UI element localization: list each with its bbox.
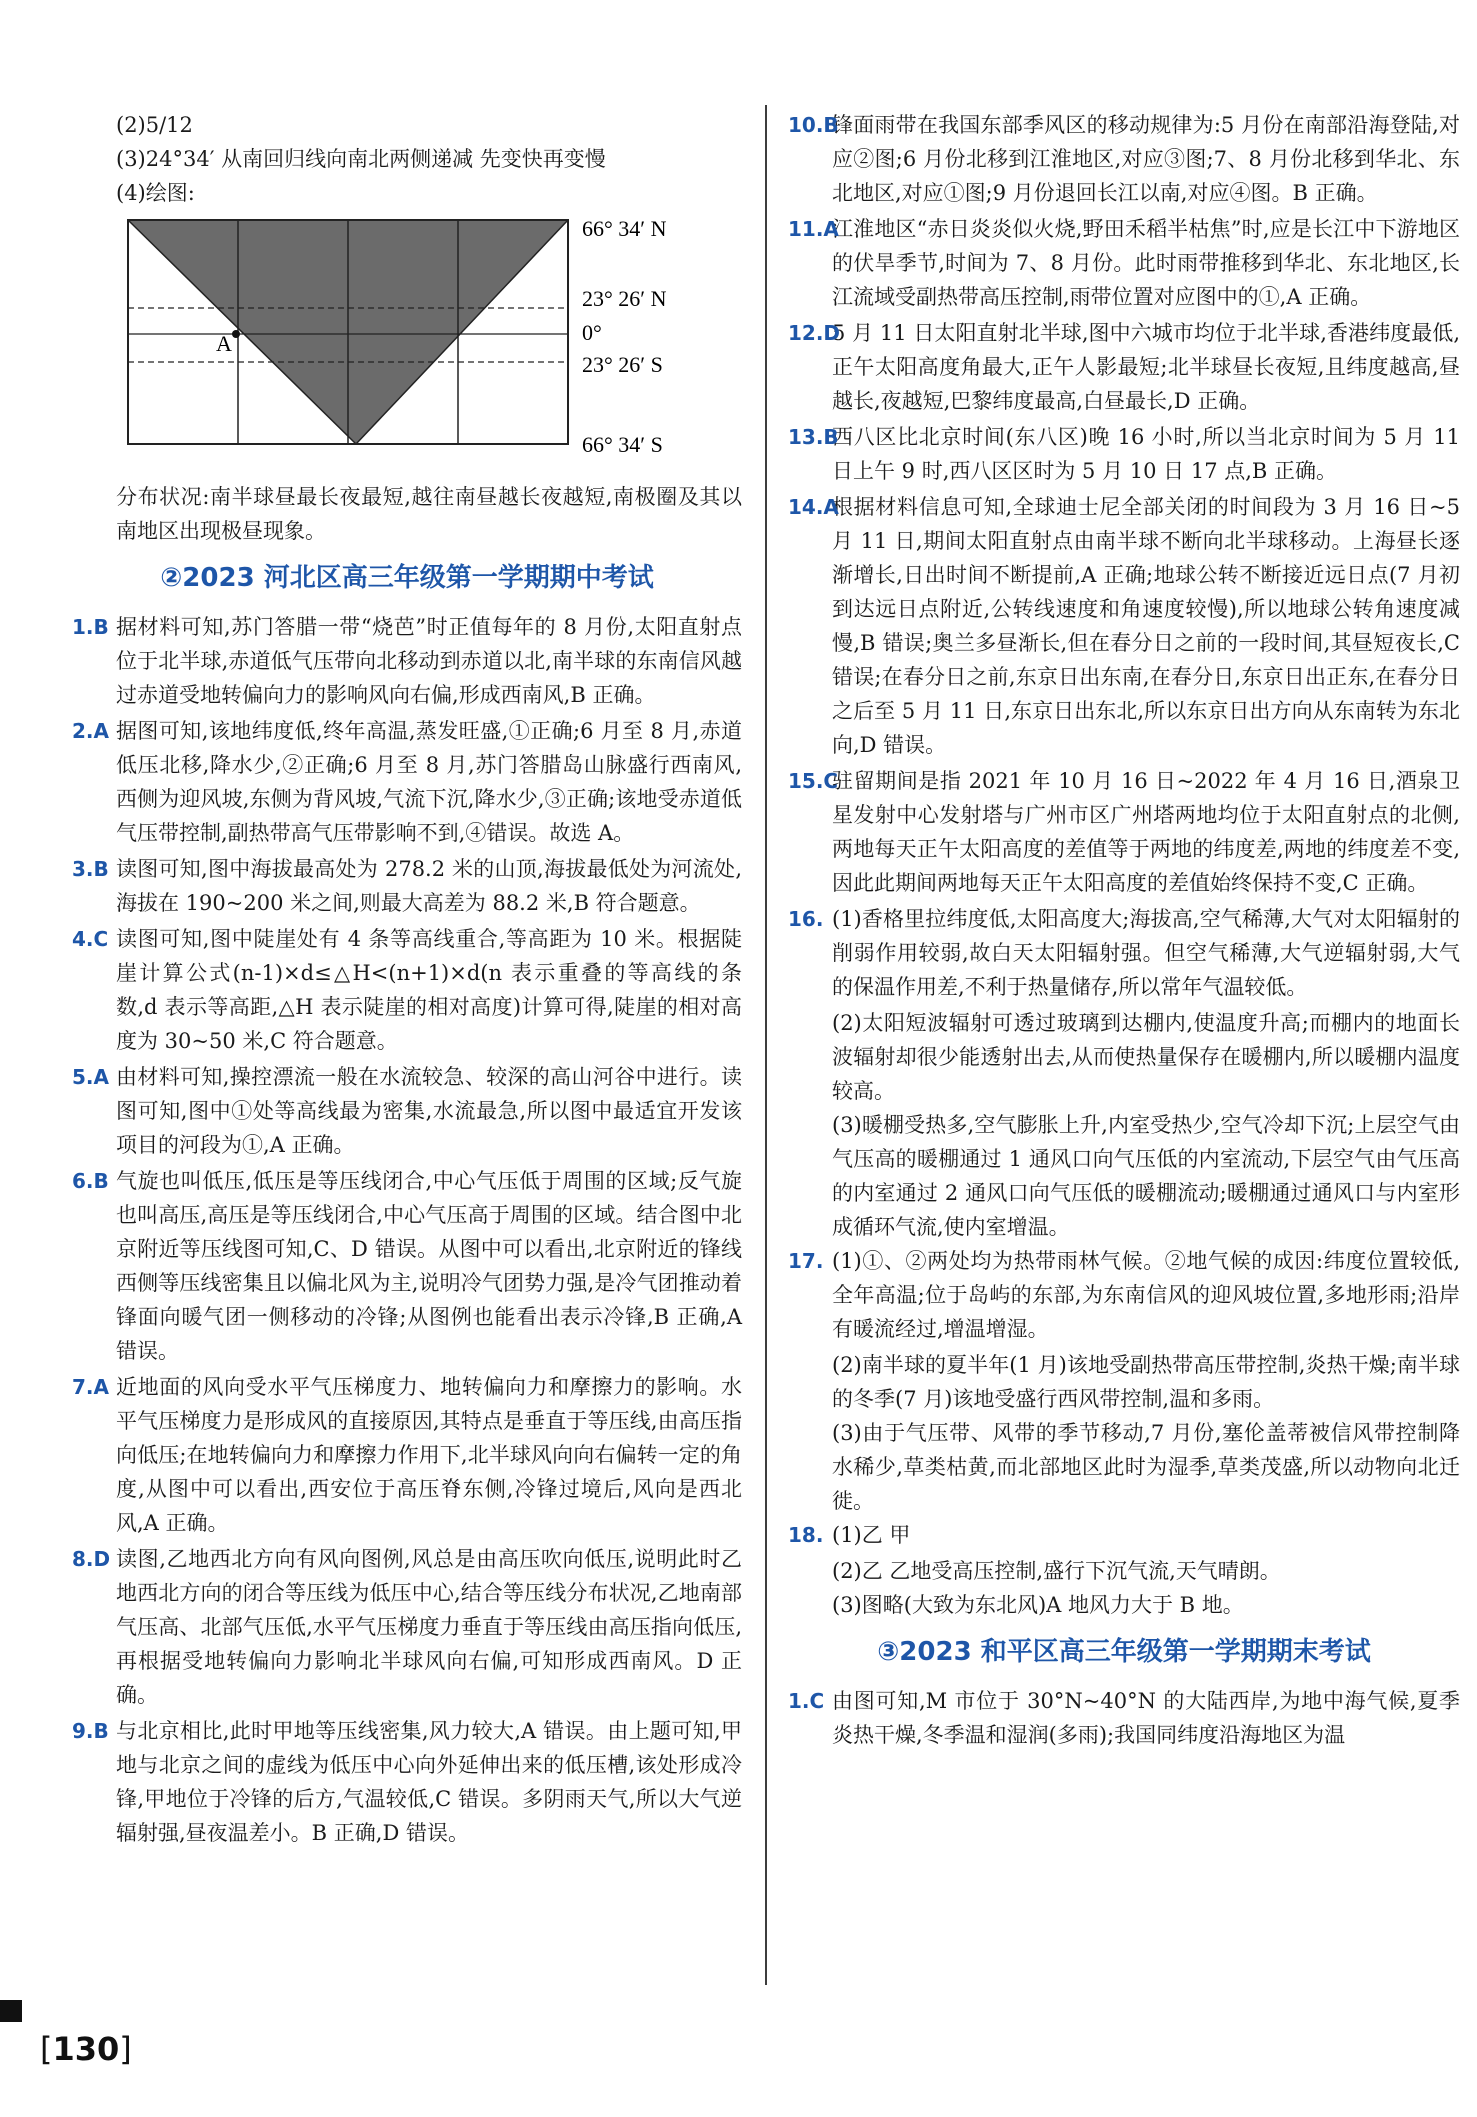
lat-label: 66° 34′ N [582,216,667,241]
answer-subpart: (3)图略(大致为东北风)A 地风力大于 B 地。 [832,1593,1244,1617]
answer-item [72,1714,742,1850]
answer-item [72,1164,742,1368]
answer-subpart: (2)乙 乙地受高压控制,盛行下沉气流,天气晴朗。 [832,1559,1281,1583]
answer-item [72,1370,742,1540]
answer-item [788,212,1460,314]
answer-item [788,1244,1460,1346]
answer-number: 8.D [72,1547,111,1571]
answer-subpart: (3)由于气压带、风带的季节移动,7 月份,塞伦盖蒂被信风带控制降水稀少,草类枯黄,而北部地区此时为湿季,草类茂盛,所以动物向北迁徙。 [832,1421,1460,1513]
point-a-label: A [216,331,232,356]
answer-text: 江淮地区“赤日炎炎似火烧,野田禾稻半枯焦”时,应是长江中下游地区的伏旱季节,时间为 7、8 月份。此时雨带推移到华北、东北地区,长江流域受副热带高压控制,雨带位置对应图中的①,A 正确。 [832,217,1460,309]
answer-number: 13.B [788,425,839,449]
answer-number: 5.A [72,1065,109,1089]
answer-text: 气旋也叫低压,低压是等压线闭合,中心气压低于周围的区域;反气旋也叫高压,高压是等压线闭合,中心气压高于周围的区域。结合图中北京附近等压线图可知,C、D 错误。从图中可以看出,北京附近的锋线西侧等压线密集且以偏北风为主,说明冷气团势力强,是冷气团推动着锋面向暖气团一侧移动的冷锋;从图例也能看出表示冷锋,B 正确,A 错误。 [116,1169,742,1363]
answer-item [788,902,1460,1004]
answer-text: 读图,乙地西北方向有风向图例,风总是由高压吹向低压,说明此时乙地西北方向的闭合等压线为低压中心,结合等压线分布状况,乙地南部气压高、北部气压低,水平气压梯度力垂直于等压线由高压指向低压,再根据受地转偏向力影响北半球风向右偏,可知形成西南风。D 正确。 [116,1547,742,1707]
section-title: ②2023 河北区高三年级第一学期期中考试 [160,563,654,593]
answer-text: 5 月 11 日太阳直射北半球,图中六城市均位于北半球,香港纬度最低,正午太阳高度角最大,正午人影最短;北半球昼长夜短,且纬度越高,昼越长,夜越短,巴黎纬度最高,白昼最长,D 正确。 [832,321,1460,413]
answer-number: 4.C [72,927,109,951]
answer-line: (4)绘图: [116,181,195,205]
answer-number: 14.A [788,495,839,519]
answer-number: 10.B [788,113,839,137]
answer-subpart: (2)太阳短波辐射可透过玻璃到达棚内,使温度升高;而棚内的地面长波辐射却很少能透射出去,从而使热量保存在暖棚内,所以暖棚内温度较高。 [832,1011,1460,1103]
map-caption: 分布状况:南半球昼最长夜最短,越往南昼越长夜越短,南极圈及其以南地区出现极昼现象。 [116,485,742,543]
answer-text: 驻留期间是指 2021 年 10 月 16 日~2022 年 4 月 16 日,酒泉卫星发射中心发射塔与广州市区广州塔两地均位于太阳直射点的北侧,两地每天正午太阳高度的差值等于两地的纬度差,两地的纬度差不变,因此此期间两地每天正午太阳高度的差值始终保持不变,C 正确。 [832,769,1460,895]
lat-label: 66° 34′ S [582,432,663,457]
answer-number: 1.B [72,615,109,639]
answer-text: 锋面雨带在我国东部季风区的移动规律为:5 月份在南部沿海登陆,对应②图;6 月份北移到江淮地区,对应③图;7、8 月份北移到华北、东北地区,对应①图;9 月份退回长江以南,对应④图。B 正确。 [832,113,1460,205]
answer-number: 7.A [72,1375,109,1399]
answer-item [72,922,742,1058]
answer-number: 11.A [788,217,839,241]
lat-label: 0° [582,320,602,345]
answer-item [788,490,1460,762]
answer-item [72,1542,742,1712]
answer-line: (2)5/12 [116,113,193,137]
point-a-marker [232,330,240,338]
answer-number: 12.D [788,321,841,345]
answer-subpart: (3)暖棚受热多,空气膨胀上升,内室受热少,空气冷却下沉;上层空气由气压高的暖棚通过 1 通风口向气压低的内室流动,下层空气由气压高的内室通过 2 通风口向气压低的暖棚流动;暖棚通过通风口与内室形成循环气流,使内室增温。 [832,1113,1460,1239]
page-number-value: 130 [52,2030,120,2068]
answer-text: (1)①、②两处均为热带雨林气候。②地气候的成因:纬度位置较低,全年高温;位于岛屿的东部,为东南信风的迎风坡位置,多地形雨;沿岸有暖流经过,增温增湿。 [832,1249,1460,1341]
answer-item [788,420,1460,488]
answer-text: 根据材料信息可知,全球迪士尼全部关闭的时间段为 3 月 16 日~5 月 11 日,期间太阳直射点由南半球不断向北半球移动。上海昼长逐渐增长,日出时间不断提前,A 正确;地球公转不断接近远日点(7 月初到达远日点附近,公转线速度和角速度较慢),所以地球公转角速度减慢,B 错误;奥兰多昼渐长,但在春分日之前的一段时间,其昼短夜长,C 错误;在春分日之前,东京日出东南,在春分日,东京日出正东,在春分日之后至 5 月 11 日,东京日出东北,所以东京日出方向从东南转为东北向,D 错误。 [832,495,1460,757]
answer-text: 与北京相比,此时甲地等压线密集,风力较大,A 错误。由上题可知,甲地与北京之间的虚线为低压中心向外延伸出来的低压槽,该处形成冷锋,甲地位于冷锋的后方,气温较低,C 错误。多阴雨天气,所以大气逆辐射强,昼夜温差小。B 正确,D 错误。 [116,1719,742,1845]
answer-number: 16. [788,907,824,931]
right-column [788,108,1460,1754]
answer-text: 由材料可知,操控漂流一般在水流较急、较深的高山河谷中进行。读图可知,图中①处等高线最为密集,水流最急,所以图中最适宜开发该项目的河段为①,A 正确。 [116,1065,742,1157]
answer-number: 18. [788,1523,824,1547]
daylight-diagram [72,216,742,476]
answer-item [788,316,1460,418]
answer-text: 据材料可知,苏门答腊一带“烧芭”时正值每年的 8 月份,太阳直射点位于北半球,赤道低气压带向北移动到赤道以北,南半球的东南信风越过赤道受地转偏向力的影响风向右偏,形成西南风,B 正确。 [116,615,742,707]
answer-text: 由图可知,M 市位于 30°N~40°N 的大陆西岸,为地中海气候,夏季炎热干燥,冬季温和湿润(多雨);我国同纬度沿海地区为温 [832,1689,1460,1747]
answer-text: 近地面的风向受水平气压梯度力、地转偏向力和摩擦力的影响。水平气压梯度力是形成风的直接原因,其特点是垂直于等压线,由高压指向低压;在地转偏向力和摩擦力作用下,北半球风向向右偏转一定的角度,从图中可以看出,西安位于高压脊东侧,冷锋过境后,风向是西北风,A 正确。 [116,1375,742,1535]
answer-number: 2.A [72,719,109,743]
answer-number: 6.B [72,1169,109,1193]
daylight-diagram-svg [72,216,742,476]
answer-text: 据图可知,该地纬度低,终年高温,蒸发旺盛,①正确;6 月至 8 月,赤道低压北移,降水少,②正确;6 月至 8 月,苏门答腊岛山脉盛行西南风,西侧为迎风坡,东侧为背风坡,气流下沉,降水少,③正确;该地受赤道低气压带控制,副热带高气压带影响不到,④错误。故选 A。 [116,719,742,845]
column-divider [765,105,767,1985]
answer-number: 17. [788,1249,824,1273]
section-title: ③2023 和平区高三年级第一学期期末考试 [877,1637,1371,1667]
answer-text: 读图可知,图中陡崖处有 4 条等高线重合,等高距为 10 米。根据陡崖计算公式(n-1)×d≤△H<(n+1)×d(n 表示重叠的等高线的条数,d 表示等高距,△H 表示陡崖的相对高度)计算可得,陡崖的相对高度为 30~50 米,C 符合题意。 [116,927,742,1053]
answer-item [788,764,1460,900]
answer-item [72,714,742,850]
answer-item [72,610,742,712]
answer-item [72,1060,742,1162]
answer-number: 3.B [72,857,109,881]
answer-item [72,852,742,920]
answer-number: 9.B [72,1719,109,1743]
answer-text: (1)香格里拉纬度低,太阳高度大;海拔高,空气稀薄,大气对太阳辐射的削弱作用较弱,故白天太阳辐射强。但空气稀薄,大气逆辐射弱,大气的保温作用差,不利于热量储存,所以常年气温较低。 [832,907,1460,999]
answer-text: 读图可知,图中海拔最高处为 278.2 米的山顶,海拔最低处为河流处,海拔在 190~200 米之间,则最大高差为 88.2 米,B 符合题意。 [116,857,742,915]
answer-text: (1)乙 甲 [832,1523,911,1547]
answer-text: 西八区比北京时间(东八区)晚 16 小时,所以当北京时间为 5 月 11 日上午 9 时,西八区区时为 5 月 10 日 17 点,B 正确。 [832,425,1460,483]
corner-mark [0,2000,22,2022]
answer-subpart: (2)南半球的夏半年(1 月)该地受副热带高压带控制,炎热干燥;南半球的冬季(7 月)该地受盛行西风带控制,温和多雨。 [832,1353,1460,1411]
answer-item [788,1684,1460,1752]
answer-number: 15.C [788,769,839,793]
lat-label: 23° 26′ N [582,286,667,311]
answer-line: (3)24°34′ 从南回归线向南北两侧递减 先变快再变慢 [116,147,606,171]
left-column [72,108,742,1852]
answer-item [788,1518,1460,1552]
lat-label: 23° 26′ S [582,352,663,377]
answer-item [788,108,1460,210]
page-number: [130] [40,2030,132,2068]
answer-number: 1.C [788,1689,825,1713]
